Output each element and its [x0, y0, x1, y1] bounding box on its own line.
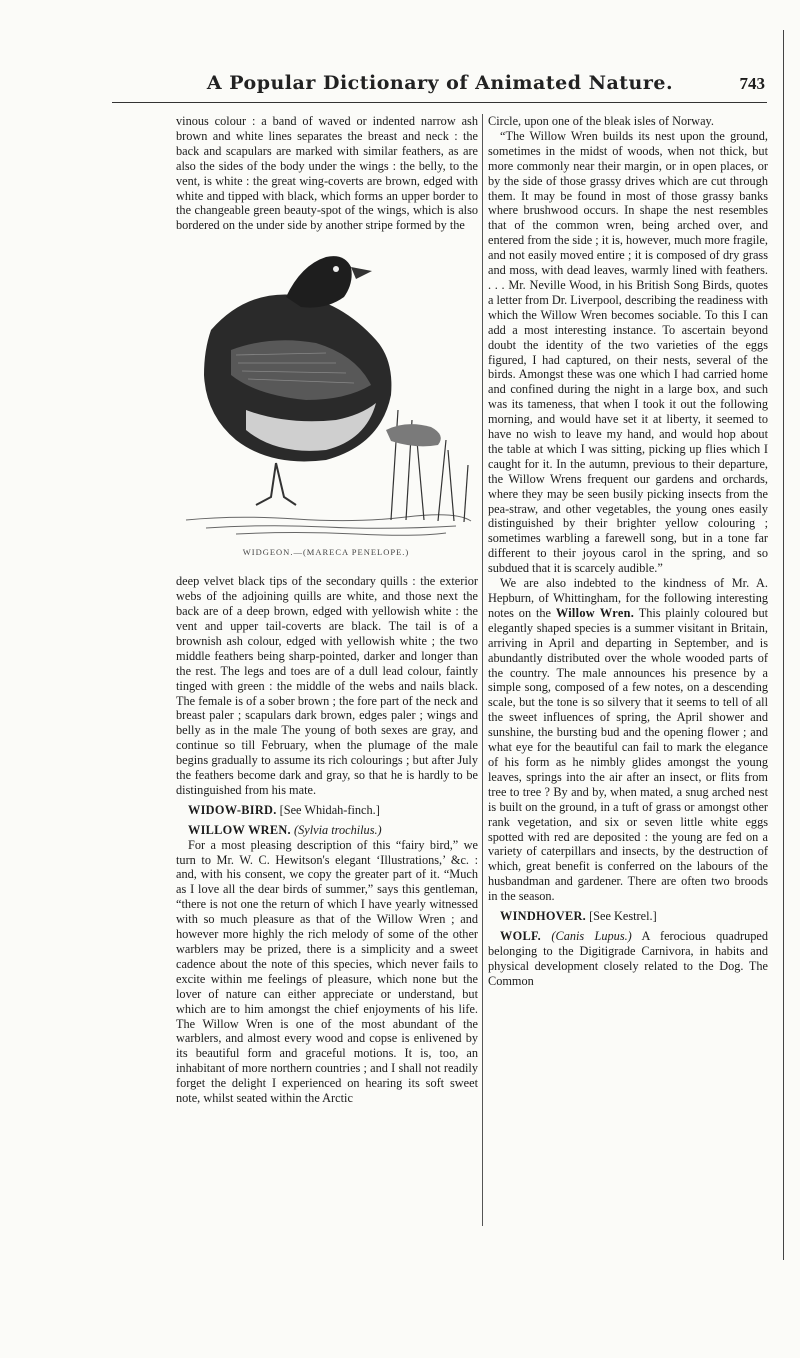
widgeon-duck	[204, 256, 391, 505]
widgeon-engraving	[176, 235, 476, 540]
page-number: 743	[739, 74, 765, 93]
widgeon-description-start: vinous colour : a band of waved or indented narrow ash brown and white lines separates the breast and neck : the back and scapulars are marked with similar feathers, as are also the sides of the body under the wings : the belly, to the vent, is white : the great wing-coverts are brown, edged with white and tipped with black, which forms an upper border to the changeable green beauty-spot of the wings, which is also bordered on the under side by another stripe formed by the	[176, 114, 478, 233]
widgeon-illustration	[176, 235, 476, 570]
entry-willow-wren	[176, 823, 478, 838]
running-title: A Popular Dictionary of Animated Nature.	[206, 72, 674, 94]
page-edge-rule	[783, 30, 800, 1260]
hepburn-notes-para	[488, 576, 768, 904]
willow-wren-para: For a most pleasing description of this “fairy bird,” we turn to Mr. W. C. Hewitson's elegant ‘Illustrations,’ &c. : and, with his consent, we copy the greater part of it. “Much as I love all the dear birds of summer,” says this gentleman, “there is not one the return of which I have yearly witnessed with so much pleasure as that of the Willow Wren ; and however more highly the rich melody of some of the other warblers may be prized, there is a simplicity and a sweet cadence about the note of this species, which never fails to excite within me feelings of pleasure, which none but the lover of nature can either appreciate or understand, but which are to him amongst the chief enjoyments of his life. The Willow Wren is one of the most abundant of the warblers, and almost every wood and copse is enlivened by its beautiful form and graceful motions. It is, too, an inhabitant of more northern countries ; and I shall not readily forget the delight I experienced on hearing its soft sweet note, whilst seated within the Arctic	[176, 837, 478, 1106]
entry-windhover	[488, 909, 768, 924]
entry-term: WOLF.	[500, 928, 542, 943]
left-column	[176, 114, 478, 1106]
entry-term: WIDOW-BIRD.	[188, 802, 277, 817]
entry-wolf	[488, 929, 768, 989]
inline-term: Willow Wren.	[555, 605, 635, 620]
latin-name: (Sylvia trochilus.)	[294, 822, 382, 837]
distant-duck	[386, 424, 441, 446]
running-header	[0, 68, 800, 108]
cross-reference: [See Kestrel.]	[586, 909, 657, 924]
cross-reference: [See Whidah-finch.]	[276, 802, 380, 817]
right-column	[488, 114, 768, 989]
willow-wren-nest-para: “The Willow Wren builds its nest upon the ground, sometimes in the midst of woods, when not thick, but more commonly near their margin, or in open places, or by the side of those grassy drives which are cut through them. It may be found in most of those grassy banks where brushwood occurs. In shape the nest resembles that of the common wren, being arched over, and entered from the side ; it is, however, much more fragile, and not easily moved entire ; it is composed of dry grass and moss, with dead leaves, warmly lined with feathers. . . . Mr. Neville Wood, in his British Song Birds, quotes a letter from Dr. Liverpool, describing the readiness with which the Willow Wren becomes sociable. To this I can add a most interesting instance. To ascertain beyond doubt the identity of the two varieties of the eggs figured, I had captured, on their nests, several of the birds. Amongst these was one which I had carried home and confined during the night in a large box, and such was its tameness, that when I took it out the following morning, and would have set it at liberty, it seemed to have no wish to leave my hand, and would hop about the table at which I was sitting, picking up flies which I caught for it. In the autumn, previous to their departure, the Willow Wrens frequent our gardens and orchards, where they may be seen busily picking insects from the pea-straw, and other vegetables, the young ones easily distinguished by their brighter yellow colouring ; sometimes warbling a farewell song, but in a tone far different to their joyous carol in the spring, and so subdued that it is scarcely audible.”	[488, 128, 769, 576]
willow-wren-para-continued: Circle, upon one of the bleak isles of Norway.	[488, 114, 714, 128]
entry-text: A ferocious quadruped belonging to the Digitigrade Carnivora, in habits and physical development closely related to the Dog. The Common	[488, 928, 769, 988]
widgeon-description-continued: deep velvet black tips of the secondary quills : the exterior webs of the adjoining quills are white, and those next the back are of a deep brown, edged with yellowish white : the vent and upper tail-coverts are black. The tail is of a brownish ash colour, edged with yellowish white ; the two middle feathers being sharp-pointed, darker and longer than the rest. The legs and toes are of a dull lead colour, faintly tinged with green : the middle of the webs and nails black. The female is of a sober brown ; the fore part of the neck and breast paler ; scapulars dark brown, edges paler ; wings and belly as in the male The young of both sexes are gray, and continue so till February, when the plumage of the male begins gradually to assume its rich colourings ; but after July the feathers become dark and gray, so that he is hardly to be distinguished from his mate.	[176, 574, 478, 797]
entry-term: WILLOW WREN.	[188, 822, 291, 837]
entry-widow-bird	[176, 803, 478, 818]
entry-term: WINDHOVER.	[500, 909, 587, 924]
latin-name: (Canis Lupus.)	[551, 928, 632, 943]
header-rule	[112, 102, 767, 103]
figure-caption: WIDGEON.—(MARECA PENELOPE.)	[242, 547, 410, 558]
column-divider	[482, 114, 483, 1226]
para-text: This plainly coloured but elegantly shaped species is a summer visitant in Britain, arriving in April and departing in September, and is abundantly distributed over the whole wooded parts of the country. The male announces his presence by a simple song, composed of a few notes, on a descending scale, but the tone is so silvery that it seems to tell of all the sweet influences of spring, the April shower and sunshine, the bursting bud and the opening flower ; and what eye for the beautiful can fail to mark the elegance of his form as he nimbly glides amongst the young leaves, springs into the air after an insect, or flits from tree to tree ? By and by, when mated, a snug arched nest is built on the ground, in a tuft of grass or amongst other rank vegetation, and six or seven little white eggs spotted with red are deposited : the young are fed on a variety of caterpillars and insects, by the destruction of which, great benefit is conferred on the labours of the husbandman and gardener. There are often two broods in the season.	[488, 605, 769, 904]
para-text: We are also indebted to the kindness of Mr. A. Hepburn, of Whittingham, for the following interesting notes on the	[488, 576, 768, 620]
